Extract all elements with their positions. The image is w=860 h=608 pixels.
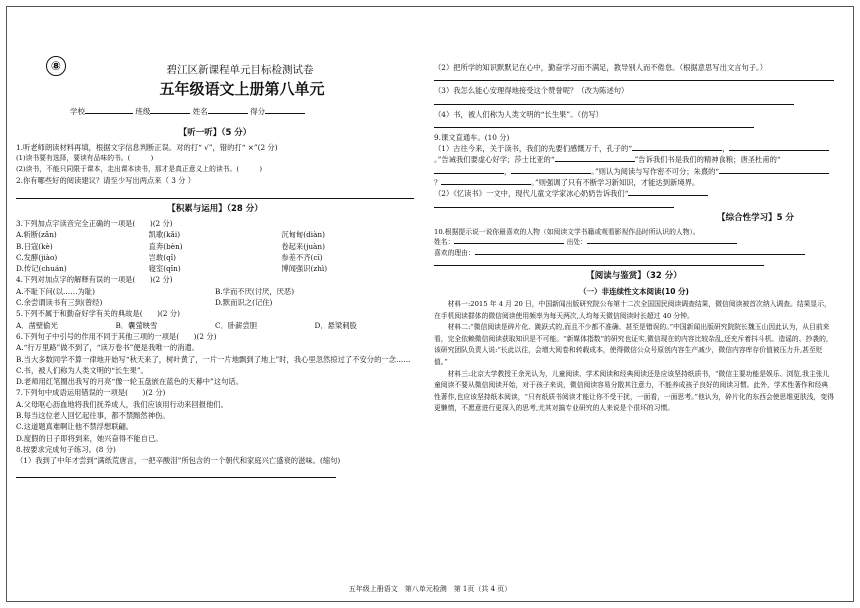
question-8-2: （2）把所学的知识默默记在心中，勤奋学习而不满足，教导别人而不倦怠。（根据意思写出文言句子。） — [434, 63, 767, 72]
answer-line[interactable] — [16, 186, 414, 199]
question-6-d: D.老师用红笔圈出我写的月亮“像一轮玉盘嵌在蓝色的天幕中”这句话。 — [16, 377, 243, 387]
school-label: 学校 — [70, 107, 85, 116]
answer-line[interactable] — [434, 97, 794, 105]
option: B．囊萤映雪 — [115, 320, 158, 330]
left-column — [16, 124, 414, 482]
score-label: 得分 — [250, 107, 266, 116]
option: D.传记(chuán) — [16, 264, 67, 274]
q3-row — [16, 263, 414, 274]
q9-text: 。”告诫我们要虚心好学；莎士比亚的“ — [434, 155, 555, 165]
material-2: 材料二:“微信阅读是碎片化、跳跃式的,而且不少都不准确、甚至是错误的。”中国新闻出版研究院院长魏玉山因此认为，从目前来看，完全依赖微信阅读获取知识是不可能。“新媒体指数”的研究也证实,微信现在的内容比较杂乱,还充斥着抖斗机、造谣的、抄袭的，该研究团队负责人说:“长此以往，会增大阅卷和转载成本，使得微信公众号原创内容生产减少，微信内容库存价值被压力升,甚至贬值。” — [434, 323, 833, 366]
option: A.斩断(zǎn) — [16, 230, 57, 240]
option: B.日寇(kè) — [16, 241, 53, 251]
question-6-a: A.“行万里路”做不到了，“读万卷书”便是我唯一的消遣。 — [16, 343, 200, 353]
option: A．凿壁偷光 — [16, 320, 58, 330]
fill-blank[interactable] — [632, 150, 722, 151]
answer-line[interactable] — [16, 467, 336, 478]
option: B.学而不厌(讨厌，厌恶) — [215, 286, 295, 296]
paper-subtitle: 碧江区新课程单元目标检测试卷 — [166, 64, 314, 76]
question-7-b: B.每当这位老人回忆起往事，都不禁黯然神伤。 — [16, 411, 170, 421]
fill-blank[interactable] — [454, 243, 564, 244]
q10-reason-label: 喜欢的理由： — [434, 248, 475, 257]
question-6-c: C.书，被人们称为人类文明的“长生果”。 — [16, 365, 148, 375]
option: A.不耻下问(以……为耻) — [16, 286, 95, 296]
question-8-1: （1）我到了中年才尝到“满纸荒唐言，一把辛酸泪”所包含的一个朝代和家庭兴亡盛衰的滋味。(缩句) — [16, 456, 341, 466]
paper-title: 五年级语文上册第八单元 — [159, 80, 325, 98]
answer-line[interactable] — [434, 73, 834, 81]
option: 凯歌(kǎi) — [148, 230, 181, 240]
question-7-a: A.父母呕心沥血地将我们抚养成人，我们应该用行动来回报他们。 — [16, 399, 228, 409]
question-4: 4.下列对加点字的解释有误的一项是( )(2 分) — [16, 275, 173, 285]
answer-line[interactable] — [434, 258, 764, 266]
fill-blank[interactable] — [434, 173, 504, 174]
q10-source-label: 出处： — [566, 238, 587, 247]
school-blank[interactable] — [85, 113, 133, 114]
question-9-1 — [434, 143, 834, 188]
option: D．悬梁刺股 — [314, 320, 357, 330]
q9-text: ， — [504, 166, 512, 176]
score-blank[interactable] — [265, 113, 305, 114]
right-column — [434, 62, 834, 415]
listen-heading: 【听一听】（5 分） — [178, 128, 252, 138]
option: 沉甸甸(diàn) — [281, 230, 325, 240]
material-3: 材料三:北京大学教授王余光认为，儿童阅读、学术阅读和经典阅读还是应该坚持纸质书，“微信主要功能是娱乐、浏览,我主张儿童阅读不要从微信阅读开始，对于孩子来说，微信阅读容易分散其注意力，不能养成孩子良好的阅读习惯。此外，学术性著作和经典性著作,也应该坚持纸本阅读，“只有纸质书阅读才能让你不受干扰，一面看，一面思考。”他认为，碎片化的东西会使思维更肤浅，变得更懒惰，不愿意进行更深入的思考,尤其对搞专业研究的人来说是个很坏的习惯。 — [434, 369, 834, 413]
question-1-item-b: (2)读书，不能只同限于课本，走出课本读书，那才是真正意义上的读书。( ) — [16, 165, 263, 173]
q4-row — [16, 297, 414, 308]
option: 岂敢(qǐ) — [148, 252, 176, 262]
option: 寝室(qǐn) — [148, 264, 181, 274]
question-1-item-a: (1)读书要有选择，要读有品味的书。( ) — [16, 154, 154, 163]
question-7-d: D.度假的日子即将到来，她兴奋得不能自已。 — [16, 433, 163, 443]
option: 卷起来(juàn) — [281, 241, 325, 251]
q9-text: 。”则强调了只有不断学习新知识，才能达到新境界。 — [531, 178, 700, 188]
fill-blank[interactable] — [441, 184, 531, 185]
answer-line[interactable] — [434, 120, 754, 128]
q9-text: ， — [722, 144, 730, 154]
question-9-2 — [434, 188, 834, 199]
question-2: 2.你有哪些好的阅读建议？请至少写出两点来（ 3 分 ） — [16, 175, 196, 185]
fill-blank[interactable] — [475, 254, 805, 255]
question-6-b: B.当大多数同学不算一律地开始写“秋天来了，树叶黄了，一片一片地飘到了地上”时，我心里忽然掠过了不安分的一念…… — [16, 354, 411, 364]
material-1: 材料一:2015 年 4 月 20 日，中国新闻出版研究院公布第十二次全国国民阅读调查结果，微信阅读被首次纳入调查。结果显示，在手机阅读群体的微信阅读使用频率为每天两次,人均每天微信阅读时长超过 40 分钟。 — [434, 300, 831, 320]
q9-text: ？ — [434, 178, 442, 188]
q4-row — [16, 286, 414, 297]
q9-text: ”告诉我们书是我们的精神食粮；唐圣杜甫的“ — [634, 155, 781, 165]
question-1: 1.听老师朗读材料再填，根据文字信息判断正误。对的打“ √”，错的打“ ×”(2 分) — [16, 143, 278, 153]
question-9: 9.课文直通车。(10 分) — [434, 132, 510, 142]
fill-blank[interactable] — [587, 243, 737, 244]
class-label: 班级 — [135, 107, 151, 116]
reading-heading: 【阅读与鉴赏】（32 分） — [586, 271, 682, 282]
question-6: 6.下列句子中引号的作用不同于其他三项的一项是( )(2 分) — [16, 331, 217, 341]
option: 博闻强识(zhì) — [281, 264, 328, 274]
q9-text: （1）古往今来，关于读书，我们的先要们感慨万千，孔子的“ — [434, 144, 633, 154]
answer-line[interactable] — [434, 200, 674, 208]
reading-subheading: （一）非连续性文本阅读(10 分) — [579, 286, 689, 296]
accumulate-heading: 【积累与运用】（28 分） — [167, 203, 263, 214]
q3-row — [16, 241, 414, 252]
question-8-4: （4）书，被人们称为人类文明的“长生果”。（仿写） — [434, 109, 603, 119]
q5-options — [16, 320, 414, 331]
fill-blank[interactable] — [628, 195, 708, 196]
q10-reason-row — [434, 248, 834, 259]
class-blank[interactable] — [150, 113, 190, 114]
fill-blank[interactable] — [729, 150, 829, 151]
fill-blank[interactable] — [555, 161, 635, 162]
student-info-line — [70, 106, 390, 117]
question-3: 3.下列加点字读音完全正确的一项是( )(2 分) — [16, 219, 173, 228]
name-blank[interactable] — [208, 113, 248, 114]
option: D.默而识之(记住) — [215, 298, 273, 308]
option: C.余尝谓读书有三到(曾经) — [16, 298, 103, 308]
question-7-c: C.这道题真难啊让他不禁浮想联翩。 — [16, 422, 134, 432]
option: 参差不齐(cī) — [281, 252, 323, 262]
q3-row — [16, 229, 414, 240]
question-7: 7.下列句中成语运用错误的一项是( )(2 分) — [16, 388, 166, 398]
option: 直奔(bèn) — [148, 241, 183, 251]
name-label: 姓名 — [192, 107, 208, 116]
question-5: 5.下列不属于和勤奋好学有关的典故是( )(2 分) — [16, 309, 180, 319]
option: C．卧薪尝胆 — [215, 320, 258, 330]
fill-blank[interactable] — [719, 173, 829, 174]
q9-text: （2）《忆读书》一文中，现代儿童文学家冰心奶奶告诉我们“ — [434, 189, 629, 199]
q9-text: 。”则认为阅读与写作密不可分；朱熹的“ — [591, 166, 720, 176]
q10-name-label: 姓名： — [434, 238, 455, 247]
fill-blank[interactable] — [511, 173, 591, 174]
paper-number-badge: ⑧ — [46, 56, 66, 76]
page-footer: 五年级上册语文 第八单元检测 第 1页（共 4 页） — [348, 585, 512, 593]
q3-row — [16, 252, 414, 263]
question-8-3: （3）我怎么能心安理得地接受这个赞誉呢？（改为陈述句） — [434, 86, 629, 96]
q10-name-row — [434, 237, 834, 248]
option: C.发酵(jiào) — [16, 252, 58, 262]
question-10: 10.根据提示说一说你最喜欢的人物（如阅读文学书籍或观看影视作品时所认识的人物）。 — [434, 227, 700, 236]
comprehensive-heading: 【综合性学习】5 分 — [717, 212, 794, 223]
question-8: 8.按要求完成句子练习。(8 分) — [16, 444, 116, 454]
